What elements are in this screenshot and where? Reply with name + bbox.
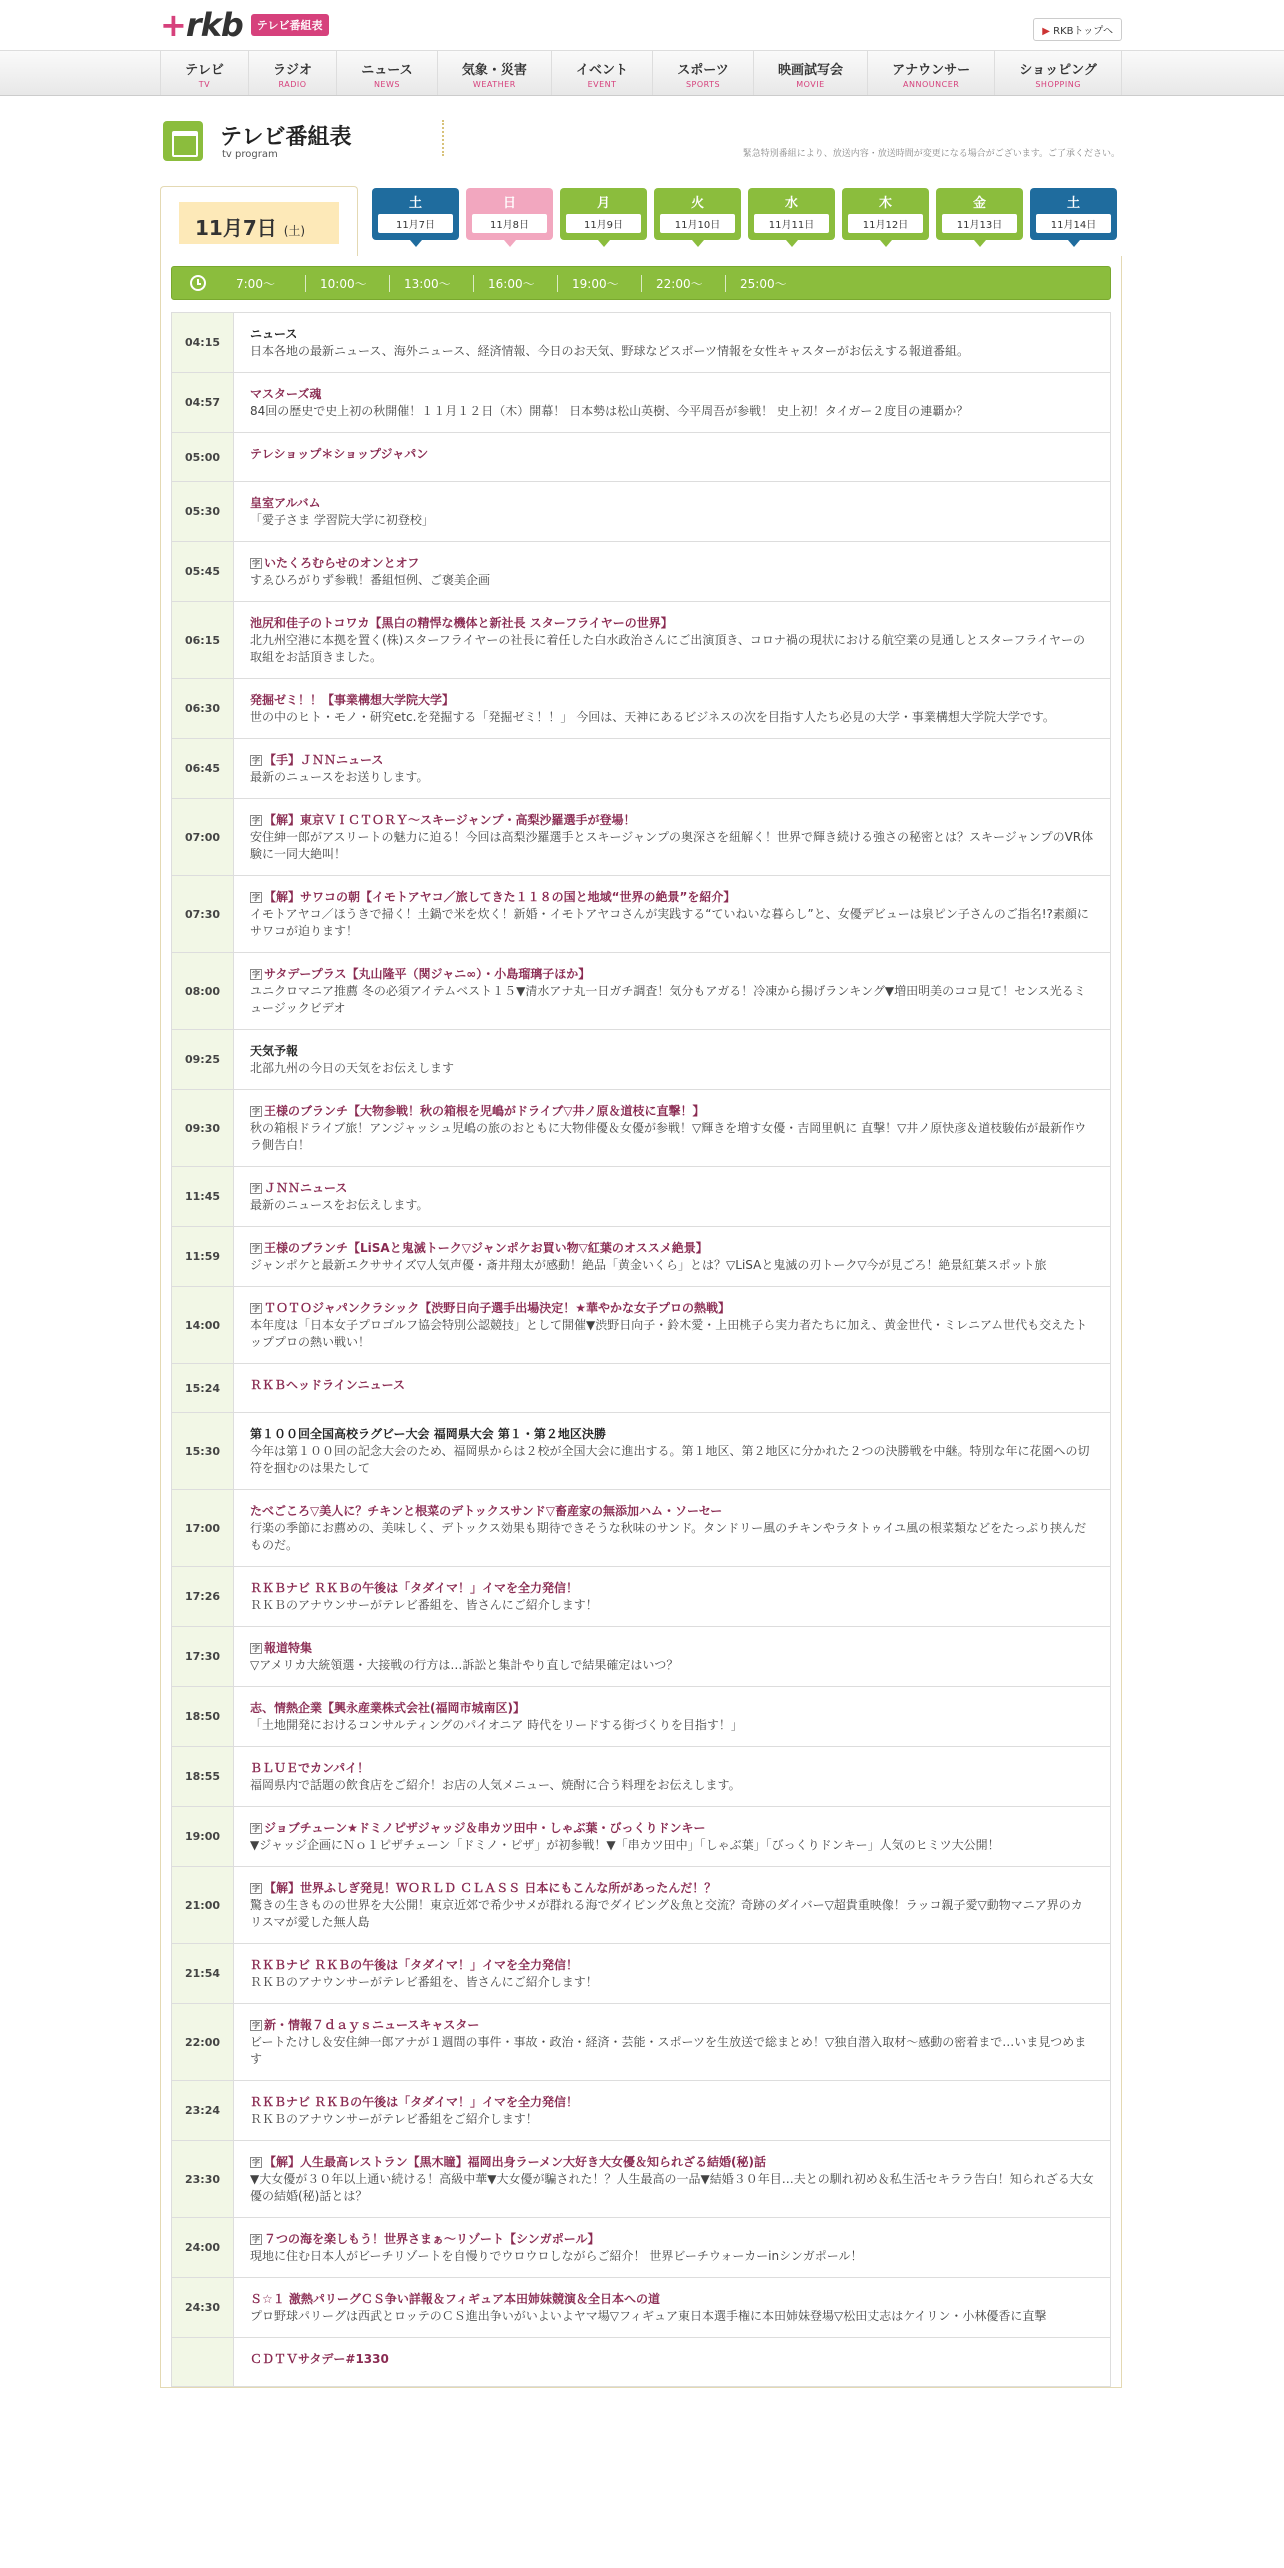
site-header <box>160 0 1122 50</box>
program-time: 06:15 <box>172 602 234 678</box>
program-description: ＲＫＢのアナウンサーがテレビ番組をご紹介します！ <box>250 2112 538 2126</box>
date-tab[interactable] <box>466 188 553 240</box>
program-row <box>171 1944 1111 2004</box>
program-body <box>234 1490 1110 1566</box>
program-description: 84回の歴史で史上初の秋開催！１１月１２日（木）開幕！ 日本勢は松山英樹、今平周吾が参戦！ 史上初！タイガー２度目の連覇か？ <box>250 404 969 418</box>
nav-item-label: スポーツ <box>677 63 729 78</box>
date-tab[interactable] <box>654 188 741 240</box>
program-row <box>171 2338 1111 2387</box>
program-time: 17:00 <box>172 1490 234 1566</box>
date-tab-date: 11月13日 <box>942 214 1017 233</box>
program-title[interactable] <box>250 1300 1094 1317</box>
caption-mark-icon: 字 <box>252 970 260 979</box>
program-time: 24:30 <box>172 2278 234 2337</box>
program-body <box>234 482 1110 541</box>
time-jump-link[interactable]: 10:00～ <box>306 275 390 292</box>
rkb-top-link[interactable]: ▶ RKBトップへ <box>1033 18 1122 41</box>
date-tab-weekday: 日 <box>502 196 516 211</box>
program-description: 世の中のヒト・モノ・研究etc.を発掘する「発掘ゼミ！！」 今回は、天神にあるビジネスの次を目指す人たち必見の大学・事業構想大学院大学です。 <box>250 710 1055 724</box>
program-title[interactable] <box>250 2291 1094 2308</box>
time-jump-link[interactable]: 16:00～ <box>474 275 558 292</box>
program-title-text: サタデープラス【丸山隆平（関ジャニ∞）・小島瑠璃子ほか】 <box>264 967 591 981</box>
program-title[interactable] <box>250 1240 1094 1257</box>
program-row <box>171 799 1111 876</box>
program-body <box>234 433 1110 481</box>
program-row <box>171 1687 1111 1747</box>
program-body <box>234 679 1110 738</box>
program-row <box>171 1413 1111 1490</box>
program-time: 06:30 <box>172 679 234 738</box>
program-description: 北九州空港に本拠を置く(株)スターフライヤーの社長に着任した白水政治さんにご出演頂き、コロナ禍の現状における航空業の見通しとスターフライヤーの取組をお話頂きました。 <box>250 633 1085 664</box>
program-title-text: ＲＫＢナビ ＲＫＢの午後は「タダイマ！」イマを全力発信！ <box>250 1581 578 1595</box>
program-title[interactable] <box>250 1377 1094 1394</box>
nav-item-announcer[interactable] <box>868 51 995 95</box>
nav-item-radio[interactable] <box>249 51 337 95</box>
time-jump-link[interactable]: 25:00～ <box>740 276 787 291</box>
caption-mark-icon: 字 <box>252 2021 260 2030</box>
program-title[interactable] <box>250 1880 1094 1897</box>
program-title[interactable] <box>250 1426 1094 1443</box>
program-row <box>171 739 1111 799</box>
program-row <box>171 1364 1111 1413</box>
program-title-text: ＴＯＴＯジャパンクラシック【渋野日向子選手出場決定！★華やかな女子プロの熱戦】 <box>264 1301 731 1315</box>
caption-mark-icon: 字 <box>252 1244 260 1253</box>
nav-item-sublabel: MOVIE <box>796 80 825 89</box>
program-body <box>234 739 1110 798</box>
program-time: 15:30 <box>172 1413 234 1489</box>
program-body <box>234 602 1110 678</box>
program-time: 17:30 <box>172 1627 234 1686</box>
program-row <box>171 1867 1111 1944</box>
current-date: 11月7日 <box>195 216 277 240</box>
program-time: 21:00 <box>172 1867 234 1943</box>
program-row <box>171 373 1111 433</box>
program-title-text: ＢＬＵＥでカンパイ！ <box>250 1761 370 1775</box>
date-tab-date: 11月8日 <box>472 214 547 233</box>
program-description: 安住紳一郎がアスリートの魅力に迫る！今回は高梨沙羅選手とスキージャンプの奥深さを紐解く！世界で輝き続ける強さの秘密とは？スキージャンプのVR体験に一同大絶叫！ <box>250 830 1094 861</box>
program-body <box>234 2004 1110 2080</box>
program-body <box>234 953 1110 1029</box>
date-tab-date: 11月10日 <box>660 214 735 233</box>
program-row <box>171 1807 1111 1867</box>
program-body <box>234 1167 1110 1226</box>
program-title[interactable] <box>250 555 1094 572</box>
date-tab-date: 11月11日 <box>754 214 829 233</box>
program-body <box>234 1747 1110 1806</box>
caption-mark-icon: 字 <box>252 1304 260 1313</box>
date-selector <box>160 186 1122 256</box>
program-title[interactable] <box>250 1043 1094 1060</box>
nav-item-sublabel: WEATHER <box>472 80 516 89</box>
program-list <box>171 312 1111 2387</box>
nav-item-movie[interactable] <box>754 51 868 95</box>
program-time: 07:00 <box>172 799 234 875</box>
program-description: 「愛子さま 学習院大学に初登校」 <box>250 513 434 527</box>
program-title[interactable] <box>250 1640 1094 1657</box>
program-body <box>234 1413 1110 1489</box>
nav-item-sublabel: NEWS <box>373 80 400 89</box>
program-body <box>234 373 1110 432</box>
program-title[interactable] <box>250 1103 1094 1120</box>
program-title-text: ニュース <box>250 327 298 341</box>
program-title-text: 志、情熱企業【興永産業株式会社(福岡市城南区)】 <box>250 1701 525 1715</box>
program-body <box>234 1030 1110 1089</box>
program-title-text: マスターズ魂 <box>250 387 322 401</box>
date-tab-weekday: 土 <box>408 196 422 211</box>
nav-item-label: ニュース <box>361 63 413 78</box>
program-title-text: 【解】東京ＶＩＣＴＯＲＹ～スキージャンプ・高梨沙羅選手が登場！ <box>264 813 636 827</box>
program-title[interactable] <box>250 2154 1094 2171</box>
program-time: 09:30 <box>172 1090 234 1166</box>
nav-item-sublabel: RADIO <box>278 80 307 89</box>
nav-item-sublabel: ANNOUNCER <box>903 80 960 89</box>
schedule-panel <box>160 256 1122 2388</box>
program-title[interactable] <box>250 2094 1094 2111</box>
title-divider <box>442 120 444 156</box>
program-description: 行楽の季節にお薦めの、美味しく、デトックス効果も期待できそうな秋味のサンド。タンドリー風のチキンやラタトゥイユ風の根菜類などをたっぷり挟んだものだ。 <box>250 1521 1087 1552</box>
program-time: 19:00 <box>172 1807 234 1866</box>
nav-item-event[interactable] <box>552 51 653 95</box>
program-title-text: 池尻和佳子のトコワカ【黒白の精悍な機体と新社長 スターフライヤーの世界】 <box>250 616 673 630</box>
program-title-text: いたくろむらせのオンとオフ <box>264 556 420 570</box>
program-description: ユニクロマニア推薦 冬の必須アイテムベスト１５▼清水アナ丸一日ガチ調査！気分もアガる！冷凍から揚げランキング▼増田明美のココ見て！センス光るミュージックビデオ <box>250 984 1086 1015</box>
program-body <box>234 1807 1110 1866</box>
date-tab-weekday: 火 <box>690 196 704 211</box>
program-title-text: 第１００回全国高校ラグビー大会 福岡県大会 第１・第２地区決勝 <box>250 1427 606 1441</box>
date-tab[interactable] <box>748 188 835 240</box>
program-time: 11:45 <box>172 1167 234 1226</box>
caption-mark-icon: 字 <box>252 2235 260 2244</box>
rkb-logo[interactable] <box>160 6 329 44</box>
program-body <box>234 2218 1110 2277</box>
program-body <box>234 2338 1110 2386</box>
nav-item-sublabel: SPORTS <box>685 80 721 89</box>
program-title[interactable] <box>250 446 1094 463</box>
program-body <box>234 1687 1110 1746</box>
program-body <box>234 1867 1110 1943</box>
program-title-text: ７つの海を楽しもう！世界さまぁ～リゾート【シンガポール】 <box>264 2232 600 2246</box>
program-title[interactable] <box>250 1503 1094 1520</box>
caption-mark-icon: 字 <box>252 1884 260 1893</box>
program-title[interactable] <box>250 1957 1094 1974</box>
program-title-text: 【解】世界ふしぎ発見！ＷＯＲＬＤ ＣＬＡＳＳ 日本にもこんな所があったんだ！？ <box>264 1881 717 1895</box>
date-tab-date: 11月12日 <box>848 214 923 233</box>
program-description: ▼ジャッジ企画にＮｏ１ピザチェーン「ドミノ・ピザ」が初参戦！▼「串カツ田中」「しゃぶ葉」「びっくりドンキー」人気のヒミツ大公開！ <box>250 1838 1000 1852</box>
program-row <box>171 2218 1111 2278</box>
caption-mark-icon: 字 <box>252 1184 260 1193</box>
program-row <box>171 2081 1111 2141</box>
program-body <box>234 2141 1110 2217</box>
program-title-text: ＣＤＴＶサタデー#1330 <box>250 2352 389 2366</box>
date-tab[interactable] <box>372 188 459 240</box>
program-title-text: 【手】ＪＮＮニュース <box>264 753 384 767</box>
program-body <box>234 1287 1110 1363</box>
program-title[interactable] <box>250 495 1094 512</box>
program-description: ビートたけし＆安住紳一郎アナが１週間の事件・事故・政治・経済・芸能・スポーツを生放送で総まとめ！▽独自潜入取材～感動の密着まで…いま見つめます <box>250 2035 1087 2066</box>
program-description: 現地に住む日本人がビーチリゾートを自慢りでウロウロしながらご紹介！ 世界ビーチウォーカーinシンガポール！ <box>250 2249 863 2263</box>
program-description: 北部九州の今日の天気をお伝えします <box>250 1061 455 1075</box>
program-time: 04:15 <box>172 313 234 372</box>
date-tabs <box>372 188 1117 240</box>
caption-mark-icon: 字 <box>252 816 260 825</box>
nav-item-news[interactable] <box>337 51 438 95</box>
logo-mark: +rkb <box>160 6 243 44</box>
program-title[interactable] <box>250 1700 1094 1717</box>
program-time: 05:00 <box>172 433 234 481</box>
program-description: ＲＫＢのアナウンサーがテレビ番組を、皆さんにご紹介します！ <box>250 1975 598 1989</box>
date-tab-date: 11月9日 <box>566 214 641 233</box>
program-description: 最新のニュースをお送りします。 <box>250 770 429 784</box>
program-title-text: 新・情報７ｄａｙｓニュースキャスター <box>264 2018 480 2032</box>
program-row <box>171 2004 1111 2081</box>
program-row <box>171 1627 1111 1687</box>
program-title[interactable] <box>250 1760 1094 1777</box>
program-row <box>171 313 1111 373</box>
caption-mark-icon: 字 <box>252 1107 260 1116</box>
nav-item-label: アナウンサー <box>892 63 971 78</box>
date-tab[interactable] <box>560 188 647 240</box>
program-time: 05:45 <box>172 542 234 601</box>
program-body <box>234 799 1110 875</box>
program-title-text: 報道特集 <box>264 1641 313 1655</box>
program-time: 22:00 <box>172 2004 234 2080</box>
program-row <box>171 2141 1111 2218</box>
program-row <box>171 1490 1111 1567</box>
program-body <box>234 313 1110 372</box>
program-description: 「土地開発におけるコンサルティングのパイオニア 時代をリードする街づくりを目指す！」 <box>250 1718 743 1732</box>
program-body <box>234 1364 1110 1412</box>
current-weekday: (土) <box>283 224 306 238</box>
program-title-text: 【解】サワコの朝【イモトアヤコ／旅してきた１１８の国と地域“世界の絶景”を紹介】 <box>264 890 736 904</box>
program-title-text: ＲＫＢナビ ＲＫＢの午後は「タダイマ！」イマを全力発信！ <box>250 2095 578 2109</box>
date-tab[interactable] <box>936 188 1023 240</box>
nav-item-label: 気象・災害 <box>461 63 527 78</box>
program-title[interactable] <box>250 2351 1094 2368</box>
time-jump-bar <box>171 266 1111 300</box>
caption-mark-icon: 字 <box>252 2158 260 2167</box>
date-tab-weekday: 土 <box>1066 196 1080 211</box>
program-time: 14:00 <box>172 1287 234 1363</box>
calendar-icon <box>163 121 203 161</box>
program-title-text: ＲＫＢナビ ＲＫＢの午後は「タダイマ！」イマを全力発信！ <box>250 1958 578 1972</box>
program-body <box>234 1227 1110 1286</box>
time-jump-link[interactable]: 7:00～ <box>222 275 306 292</box>
program-row <box>171 876 1111 953</box>
program-title[interactable] <box>250 692 1094 709</box>
program-time: 24:00 <box>172 2218 234 2277</box>
program-time: 21:54 <box>172 1944 234 2003</box>
program-description: ▼大女優が３０年以上通い続ける！高級中華▼大女優が騙された！？人生最高の一品▼結婚３０年目…夫との馴れ初め＆私生活セキララ告白！知られざる大女優の結婚(秘)話とは？ <box>250 2172 1094 2203</box>
program-title-text: たべごころ▽美人に？チキンと根菜のデトックスサンド▽畜産家の無添加ハム・ソーセー <box>250 1504 723 1518</box>
nav-item-label: ラジオ <box>273 63 313 78</box>
global-nav-bar <box>0 50 1284 96</box>
caption-mark-icon: 字 <box>252 893 260 902</box>
program-row <box>171 1090 1111 1167</box>
program-row <box>171 542 1111 602</box>
arrow-right-icon: ▶ <box>1042 26 1050 37</box>
caption-mark-icon: 字 <box>252 756 260 765</box>
program-row <box>171 679 1111 739</box>
caption-mark-icon: 字 <box>252 559 260 568</box>
program-time: 11:59 <box>172 1227 234 1286</box>
time-jump-link[interactable]: 19:00～ <box>558 275 642 292</box>
program-time: 05:30 <box>172 482 234 541</box>
nav-item-shopping[interactable] <box>995 51 1122 95</box>
program-title[interactable] <box>250 1820 1094 1837</box>
nav-item-label: テレビ <box>185 63 224 78</box>
program-description: 日本各地の最新ニュース、海外ニュース、経済情報、今日のお天気、野球などスポーツ情報を女性キャスターがお伝えする報道番組。 <box>250 344 970 358</box>
date-tab-weekday: 水 <box>784 196 798 211</box>
program-title[interactable] <box>250 2231 1094 2248</box>
nav-item-label: ショッピング <box>1019 63 1097 78</box>
nav-item-label: 映画試写会 <box>777 63 843 78</box>
program-title[interactable] <box>250 812 1094 829</box>
program-title-text: ＲＫＢヘッドラインニュース <box>250 1378 406 1392</box>
program-time: 09:25 <box>172 1030 234 1089</box>
nav-item-weather[interactable] <box>438 51 552 95</box>
date-tab[interactable] <box>842 188 929 240</box>
nav-item-tv[interactable] <box>161 51 249 95</box>
program-row <box>171 1567 1111 1627</box>
program-description: 最新のニュースをお伝えします。 <box>250 1198 429 1212</box>
program-row <box>171 482 1111 542</box>
date-tab-weekday: 金 <box>972 196 986 211</box>
time-jump-link[interactable]: 22:00～ <box>642 275 726 292</box>
program-title[interactable] <box>250 1580 1094 1597</box>
schedule-notice: 緊急特別番組により、放送内容・放送時間が変更になる場合がございます。ご了承ください。 <box>742 149 1120 159</box>
program-description: プロ野球パリーグは西武とロッテのＣＳ進出争いがいよいよヤマ場▽フィギュア東日本選手権に本田姉妹登場▽松田丈志はケイリン・小林優香に直撃 <box>250 2309 1047 2323</box>
global-nav <box>160 51 1122 95</box>
program-body <box>234 542 1110 601</box>
nav-item-sublabel: EVENT <box>587 80 617 89</box>
page-subtitle: tv program <box>222 149 278 160</box>
program-description: 本年度は「日本女子プロゴルフ協会特別公認競技」として開催▼渋野日向子・鈴木愛・上田桃子ら実力者たちに加え、黄金世代・ミレニアム世代も交えたトッププロの熱い戦い！ <box>250 1318 1088 1349</box>
program-time: 08:00 <box>172 953 234 1029</box>
date-tab-date: 11月14日 <box>1036 214 1111 233</box>
program-time: 15:24 <box>172 1364 234 1412</box>
program-title[interactable] <box>250 752 1094 769</box>
program-time: 23:24 <box>172 2081 234 2140</box>
program-description: すゑひろがりず参戦！番組恒例、ご褒美企画 <box>250 573 491 587</box>
program-title-text: 王様のブランチ【LiSAと鬼滅トーク▽ジャンポケお買い物▽紅葉のオススメ絶景】 <box>264 1241 708 1255</box>
program-description: ▽アメリカ大統領選・大接戦の行方は…訴訟と集計やり直しで結果確定はいつ？ <box>250 1658 679 1672</box>
program-title-text: Ｓ☆１ 激熱パリーグＣＳ争い詳報＆フィギュア本田姉妹競演＆全日本への道 <box>250 2292 660 2306</box>
program-title-text: ジョブチューン★ドミノピザジャッジ＆串カツ田中・しゃぶ葉・びっくりドンキー <box>264 1821 706 1835</box>
program-time: 04:57 <box>172 373 234 432</box>
program-row <box>171 433 1111 482</box>
program-row <box>171 953 1111 1030</box>
program-title-text: テレショップ＊ショップジャパン <box>250 447 429 461</box>
program-title-text: 皇室アルバム <box>250 496 321 510</box>
program-row <box>171 2278 1111 2338</box>
program-time: 17:26 <box>172 1567 234 1626</box>
program-row <box>171 1287 1111 1364</box>
program-title-text: ＪＮＮニュース <box>264 1181 348 1195</box>
program-time: 06:45 <box>172 739 234 798</box>
program-title[interactable] <box>250 2017 1094 2034</box>
program-row <box>171 602 1111 679</box>
program-time <box>172 2338 234 2386</box>
nav-item-sports[interactable] <box>653 51 754 95</box>
program-title[interactable] <box>250 966 1094 983</box>
program-description: 驚きの生きものの世界を大公開！東京近郊で希少サメが群れる海でダイビング＆魚と交流？奇跡のダイバー▽超貴重映像！ラッコ親子愛▽動物マニア界のカリスマが愛した無人島 <box>250 1898 1083 1929</box>
program-body <box>234 2278 1110 2337</box>
program-title-text: 【解】人生最高レストラン【黒木瞳】福岡出身ラーメン大好き大女優＆知られざる結婚(秘)話 <box>264 2155 767 2169</box>
program-description: イモトアヤコ／ほうきで掃く！土鍋で米を炊く！新婚・イモトアヤコさんが実践する“ていねいな暮らし”と、女優デビューは泉ピン子さんのご指名!?素顔にサワコが迫ります！ <box>250 907 1089 938</box>
program-description: 今年は第１００回の記念大会のため、福岡県からは２校が全国大会に進出する。第１地区、第２地区に分かれた２つの決勝戦を中継。特別な年に花園への切符を掴むのは果たして <box>250 1444 1090 1475</box>
program-title[interactable] <box>250 326 1094 343</box>
program-description: ＲＫＢのアナウンサーがテレビ番組を、皆さんにご紹介します！ <box>250 1598 598 1612</box>
nav-item-sublabel: TV <box>198 80 211 89</box>
program-body <box>234 2081 1110 2140</box>
date-tab-weekday: 月 <box>596 196 610 211</box>
page-header <box>160 116 1122 186</box>
nav-item-label: イベント <box>576 63 629 78</box>
nav-item-sublabel: SHOPPING <box>1035 80 1081 89</box>
current-date-panel <box>160 186 358 256</box>
logo-badge: テレビ番組表 <box>251 14 329 36</box>
program-body <box>234 1567 1110 1626</box>
program-row <box>171 1227 1111 1287</box>
program-row <box>171 1747 1111 1807</box>
program-time: 23:30 <box>172 2141 234 2217</box>
program-row <box>171 1167 1111 1227</box>
program-body <box>234 1944 1110 2003</box>
program-body <box>234 1090 1110 1166</box>
time-jump-link[interactable]: 13:00～ <box>390 275 474 292</box>
program-title-text: 発掘ゼミ！！【事業構想大学院大学】 <box>250 693 455 707</box>
clock-icon <box>190 275 206 291</box>
program-body <box>234 1627 1110 1686</box>
program-time: 18:55 <box>172 1747 234 1806</box>
date-tab[interactable] <box>1030 188 1117 240</box>
program-time: 18:50 <box>172 1687 234 1746</box>
program-time: 07:30 <box>172 876 234 952</box>
program-body <box>234 876 1110 952</box>
caption-mark-icon: 字 <box>252 1644 260 1653</box>
program-description: 福岡県内で話題の飲食店をご紹介！お店の人気メニュー、焼酎に合う料理をお伝えします。 <box>250 1778 741 1792</box>
program-title[interactable] <box>250 386 1094 403</box>
caption-mark-icon: 字 <box>252 1824 260 1833</box>
program-description: ジャンポケと最新エクササイズ▽人気声優・斎井翔太が感動！絶品「黄金いくら」とは？▽LiSAと鬼滅の刃トーク▽今が見ごろ！絶景紅葉スポット旅 <box>250 1258 1047 1272</box>
program-title-text: 天気予報 <box>250 1044 299 1058</box>
date-tab-weekday: 木 <box>878 196 892 211</box>
page-title: テレビ番組表 <box>220 125 352 150</box>
date-tab-date: 11月7日 <box>378 214 453 233</box>
program-title[interactable] <box>250 889 1094 906</box>
program-title-text: 王様のブランチ【大物参戦！秋の箱根を児嶋がドライブ▽井ノ原＆道枝に直撃！】 <box>264 1104 705 1118</box>
program-title[interactable] <box>250 615 1094 632</box>
program-title[interactable] <box>250 1180 1094 1197</box>
program-description: 秋の箱根ドライブ旅！アンジャッシュ児嶋の旅のおともに大物俳優＆女優が参戦！▽輝きを増す女優・吉岡里帆に 直撃！▽井ノ原快彦＆道枝駿佑が最新作ウラ側告白！ <box>250 1121 1087 1152</box>
program-row <box>171 1030 1111 1090</box>
